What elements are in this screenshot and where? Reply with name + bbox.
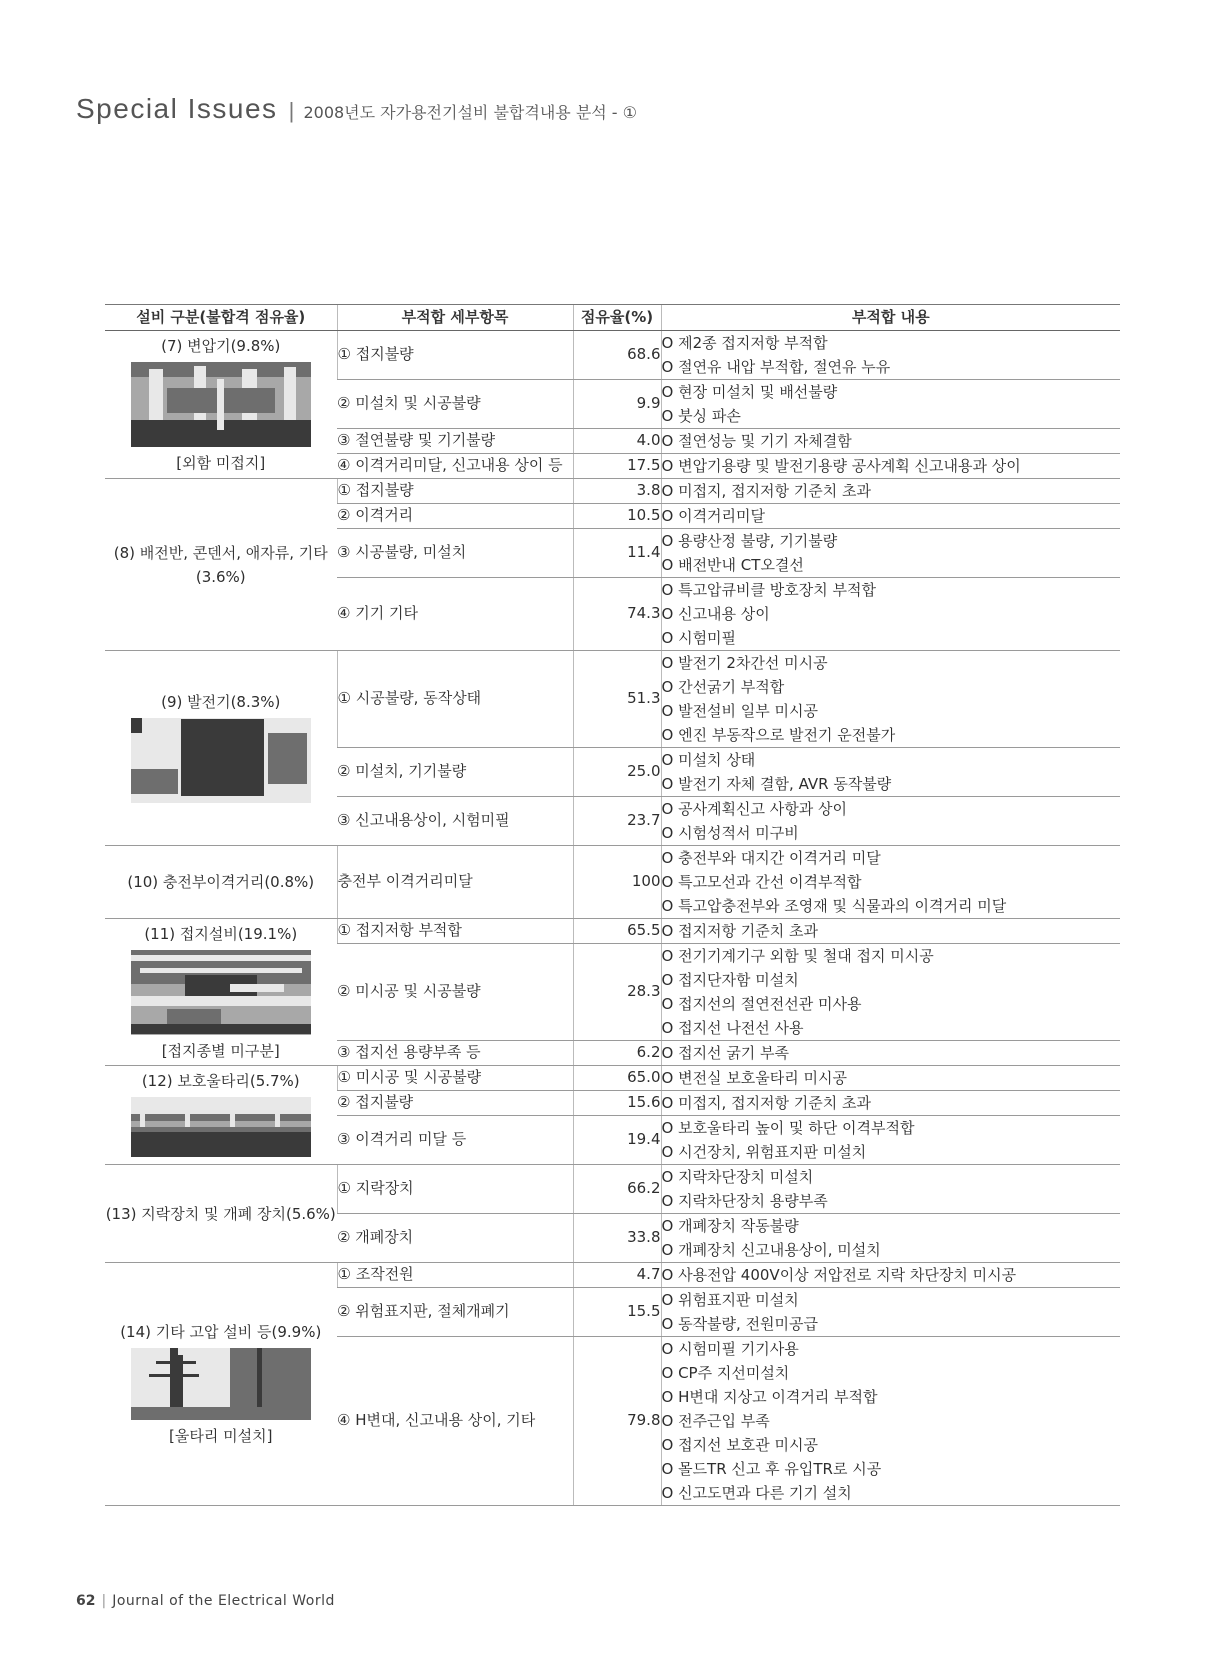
- share-value: 4.0: [636, 431, 661, 450]
- page-footer: [76, 1593, 335, 1609]
- nonconformity-content-cell: [661, 479, 1120, 504]
- detail-item-label: ② 접지불량: [337, 1093, 414, 1112]
- journal-name: Journal of the Electrical World: [112, 1593, 335, 1609]
- detail-item-label: ④ 이격거리미달, 신고내용 상이 등: [337, 456, 563, 475]
- share-cell: [573, 504, 661, 529]
- share-cell: [573, 1263, 661, 1288]
- share-value: 19.4: [627, 1130, 661, 1149]
- content-line: O 접지선의 절연전선관 미사용: [661, 995, 862, 1013]
- share-cell: [573, 1041, 661, 1066]
- category-cell: [105, 846, 337, 919]
- detail-item-cell: [337, 748, 573, 797]
- share-cell: [573, 748, 661, 797]
- detail-item-cell: [337, 1116, 573, 1165]
- detail-item-label: ① 시공불량, 동작상태: [337, 689, 482, 708]
- share-value: 28.3: [627, 982, 661, 1001]
- content-line: O 보호울타리 높이 및 하단 이격부적합: [661, 1119, 915, 1137]
- share-value: 100: [631, 872, 661, 891]
- content-line: O 시건장치, 위험표지판 미설치: [661, 1143, 867, 1161]
- share-cell: [573, 454, 661, 479]
- content-line: O 발전설비 일부 미시공: [661, 702, 819, 720]
- category-cell: [105, 1066, 337, 1165]
- content-line: O 접지저항 기준치 초과: [661, 922, 819, 940]
- detail-item-label: ③ 절연불량 및 기기불량: [337, 431, 496, 450]
- table-row: [105, 1165, 1120, 1214]
- share-cell: [573, 1116, 661, 1165]
- share-cell: [573, 529, 661, 578]
- nonconformity-content-cell: [661, 1116, 1120, 1165]
- nonconformity-content-cell: [661, 578, 1120, 651]
- detail-item-cell: [337, 454, 573, 479]
- content-line: O 붓싱 파손: [661, 407, 741, 425]
- detail-item-cell: [337, 1337, 573, 1506]
- column-header-content: 부적합 내용: [661, 305, 1120, 331]
- category-label: (13) 지락장치 및 개폐 장치(5.6%): [105, 1204, 336, 1223]
- nonconformity-content-cell: [661, 429, 1120, 454]
- nonconformity-content-cell: [661, 454, 1120, 479]
- column-header-item: 부적합 세부항목: [337, 305, 573, 331]
- nonconformity-content-cell: [661, 380, 1120, 429]
- share-cell: [573, 380, 661, 429]
- share-value: 66.2: [627, 1179, 661, 1198]
- column-header-share: 점유율(%): [573, 305, 661, 331]
- table-row: [105, 331, 1120, 380]
- table-row: [105, 1263, 1120, 1288]
- share-cell: [573, 1091, 661, 1116]
- content-line: O 발전기 자체 결함, AVR 동작불량: [661, 775, 892, 793]
- detail-item-cell: [337, 429, 573, 454]
- share-value: 15.6: [627, 1093, 661, 1112]
- category-label: (8) 배전반, 콘덴서, 애자류, 기타(3.6%): [113, 543, 328, 586]
- content-line: O 개폐장치 신고내용상이, 미설치: [661, 1241, 881, 1259]
- share-value: 3.8: [636, 481, 661, 500]
- content-line: O 개폐장치 작동불량: [661, 1217, 799, 1235]
- content-line: O 변압기용량 및 발전기용량 공사계획 신고내용과 상이: [661, 457, 1021, 475]
- nonconformity-content-cell: [661, 651, 1120, 748]
- content-line: O 절연유 내압 부적합, 절연유 누유: [661, 358, 891, 376]
- page-header: [76, 93, 637, 125]
- content-line: O 시험성적서 미구비: [661, 824, 799, 842]
- footer-separator: |: [101, 1593, 107, 1609]
- nonconformity-content-cell: [661, 1066, 1120, 1091]
- category-cell: [105, 1165, 337, 1263]
- nonconformity-content-cell: [661, 1041, 1120, 1066]
- share-value: 33.8: [627, 1228, 661, 1247]
- category-label: (9) 발전기(8.3%): [161, 692, 281, 711]
- detail-item-label: ① 접지불량: [337, 481, 414, 500]
- share-cell: [573, 1288, 661, 1337]
- detail-item-label: ② 위험표지판, 절체개폐기: [337, 1302, 510, 1321]
- content-line: O 위험표지판 미설치: [661, 1291, 799, 1309]
- share-value: 15.5: [627, 1302, 661, 1321]
- content-line: O 미접지, 접지저항 기준치 초과: [661, 1094, 872, 1112]
- detail-item-cell: [337, 1066, 573, 1091]
- section-brand: Special Issues: [76, 93, 278, 124]
- share-cell: [573, 578, 661, 651]
- detail-item-label: ③ 시공불량, 미설치: [337, 543, 467, 562]
- share-cell: [573, 1066, 661, 1091]
- detail-item-cell: [337, 479, 573, 504]
- nonconformity-content-cell: [661, 504, 1120, 529]
- content-line: O 제2종 접지저항 부적합: [661, 334, 828, 352]
- content-line: O 접지단자함 미설치: [661, 971, 799, 989]
- share-value: 6.2: [636, 1043, 661, 1062]
- share-cell: [573, 919, 661, 944]
- content-line: O 지락차단장치 용량부족: [661, 1192, 828, 1210]
- nonconformity-table: [105, 304, 1120, 1506]
- content-line: O 엔진 부동작으로 발전기 운전불가: [661, 726, 896, 744]
- share-cell: [573, 651, 661, 748]
- equipment-photo: [131, 362, 311, 447]
- category-label: (12) 보호울타리(5.7%): [141, 1072, 300, 1090]
- detail-item-label: ④ 기기 기타: [337, 604, 418, 623]
- article-subtitle: 2008년도 자가용전기설비 불합격내용 분석 - ①: [303, 103, 638, 122]
- nonconformity-content-cell: [661, 919, 1120, 944]
- detail-item-label: ④ H변대, 신고내용 상이, 기타: [337, 1411, 536, 1430]
- equipment-photo: [131, 1348, 311, 1420]
- share-value: 23.7: [627, 811, 661, 830]
- share-cell: [573, 429, 661, 454]
- content-line: O 지락차단장치 미설치: [661, 1168, 814, 1186]
- detail-item-label: 충전부 이격거리미달: [337, 872, 473, 891]
- share-cell: [573, 1165, 661, 1214]
- table-body: [105, 331, 1120, 1506]
- table-row: [105, 919, 1120, 944]
- detail-item-cell: [337, 1214, 573, 1263]
- header-separator: |: [288, 98, 295, 123]
- nonconformity-content-cell: [661, 846, 1120, 919]
- nonconformity-content-cell: [661, 1091, 1120, 1116]
- content-line: O 접지선 나전선 사용: [661, 1019, 804, 1037]
- category-cell: [105, 651, 337, 846]
- detail-item-label: ② 미시공 및 시공불량: [337, 982, 481, 1001]
- detail-item-cell: [337, 944, 573, 1041]
- share-value: 68.6: [627, 345, 661, 364]
- detail-item-label: ② 미설치, 기기불량: [337, 762, 467, 781]
- detail-item-cell: [337, 529, 573, 578]
- share-value: 65.5: [627, 921, 661, 940]
- table-row: [105, 651, 1120, 748]
- share-cell: [573, 331, 661, 380]
- share-value: 10.5: [627, 506, 661, 525]
- category-cell: [105, 479, 337, 651]
- detail-item-cell: [337, 380, 573, 429]
- nonconformity-content-cell: [661, 1288, 1120, 1337]
- content-line: O 현장 미설치 및 배선불량: [661, 383, 838, 401]
- content-line: O 신고도면과 다른 기기 설치: [661, 1484, 852, 1502]
- share-cell: [573, 1337, 661, 1506]
- detail-item-label: ② 이격거리: [337, 506, 414, 525]
- content-line: O 배전반내 CT오결선: [661, 556, 804, 574]
- content-line: O 접지선 굵기 부족: [661, 1044, 790, 1062]
- content-line: O 충전부와 대지간 이격거리 미달: [661, 849, 881, 867]
- share-cell: [573, 846, 661, 919]
- content-line: O 전기기계기구 외함 및 철대 접지 미시공: [661, 947, 934, 965]
- share-value: 51.3: [627, 689, 661, 708]
- content-line: O 접지선 보호관 미시공: [661, 1436, 819, 1454]
- photo-caption: [울타리 미설치]: [169, 1427, 273, 1445]
- share-value: 4.7: [636, 1265, 661, 1284]
- detail-item-cell: [337, 1288, 573, 1337]
- share-value: 11.4: [627, 543, 661, 562]
- nonconformity-content-cell: [661, 748, 1120, 797]
- detail-item-cell: [337, 797, 573, 846]
- detail-item-cell: [337, 504, 573, 529]
- detail-item-label: ① 지락장치: [337, 1179, 414, 1198]
- category-label: (11) 접지설비(19.1%): [144, 924, 298, 943]
- content-line: O 용량산정 불량, 기기불량: [661, 532, 838, 550]
- content-line: O 간선굵기 부적합: [661, 678, 785, 696]
- detail-item-cell: [337, 1165, 573, 1214]
- share-value: 9.9: [636, 394, 661, 413]
- detail-item-label: ① 접지저항 부적합: [337, 921, 462, 940]
- content-line: O 특고모선과 간선 이격부적합: [661, 873, 862, 891]
- content-line: O 특고압큐비클 방호장치 부적합: [661, 581, 876, 599]
- category-label: (7) 변압기(9.8%): [161, 337, 281, 355]
- category-cell: [105, 331, 337, 479]
- content-line: O 미접지, 접지저항 기준치 초과: [661, 482, 872, 500]
- photo-caption: [외함 미접지]: [176, 454, 266, 472]
- content-line: O 시험미필: [661, 629, 737, 647]
- content-line: O 공사계획신고 사항과 상이: [661, 800, 848, 818]
- nonconformity-content-cell: [661, 1165, 1120, 1214]
- nonconformity-content-cell: [661, 331, 1120, 380]
- category-cell: [105, 1263, 337, 1506]
- detail-item-label: ③ 접지선 용량부족 등: [337, 1043, 481, 1062]
- table-header-row: [105, 305, 1120, 331]
- detail-item-cell: [337, 331, 573, 380]
- page-number: 62: [76, 1593, 96, 1609]
- category-label: (14) 기타 고압 설비 등(9.9%): [120, 1323, 322, 1341]
- content-line: O 동작불량, 전원미공급: [661, 1315, 819, 1333]
- share-value: 65.0: [627, 1068, 661, 1087]
- table-row: [105, 1066, 1120, 1091]
- content-line: O 발전기 2차간선 미시공: [661, 654, 828, 672]
- detail-item-cell: [337, 578, 573, 651]
- content-line: O 전주근입 부족: [661, 1412, 770, 1430]
- detail-item-label: ③ 이격거리 미달 등: [337, 1130, 467, 1149]
- detail-item-cell: [337, 1263, 573, 1288]
- column-header-category: 설비 구분(불합격 점유율): [105, 305, 337, 331]
- table-row: [105, 846, 1120, 919]
- share-value: 79.8: [627, 1411, 661, 1430]
- category-cell: [105, 919, 337, 1066]
- nonconformity-content-cell: [661, 1337, 1120, 1506]
- nonconformity-content-cell: [661, 1263, 1120, 1288]
- share-value: 25.0: [627, 762, 661, 781]
- share-cell: [573, 479, 661, 504]
- nonconformity-content-cell: [661, 944, 1120, 1041]
- content-line: O 이격거리미달: [661, 507, 766, 525]
- content-line: O 사용전압 400V이상 저압전로 지락 차단장치 미시공: [661, 1266, 1017, 1284]
- nonconformity-content-cell: [661, 1214, 1120, 1263]
- content-line: O CP주 지선미설치: [661, 1364, 790, 1382]
- content-line: O H변대 지상고 이격거리 부적합: [661, 1388, 878, 1406]
- detail-item-label: ① 미시공 및 시공불량: [337, 1068, 482, 1087]
- share-cell: [573, 944, 661, 1041]
- photo-caption: [접지종별 미구분]: [161, 1041, 280, 1060]
- nonconformity-content-cell: [661, 797, 1120, 846]
- equipment-photo: [131, 950, 311, 1035]
- share-cell: [573, 1214, 661, 1263]
- detail-item-cell: [337, 1091, 573, 1116]
- table-row: [105, 479, 1120, 504]
- content-line: O 변전실 보호울타리 미시공: [661, 1069, 848, 1087]
- detail-item-cell: [337, 919, 573, 944]
- share-value: 74.3: [627, 604, 661, 623]
- content-line: O 몰드TR 신고 후 유입TR로 시공: [661, 1460, 882, 1478]
- detail-item-label: ② 미설치 및 시공불량: [337, 394, 481, 413]
- detail-item-cell: [337, 846, 573, 919]
- nonconformity-content-cell: [661, 529, 1120, 578]
- share-value: 17.5: [627, 456, 661, 475]
- content-line: O 시험미필 기기사용: [661, 1340, 799, 1358]
- detail-item-cell: [337, 1041, 573, 1066]
- equipment-photo: [131, 718, 311, 803]
- detail-item-label: ① 접지불량: [337, 345, 414, 364]
- category-label: (10) 충전부이격거리(0.8%): [127, 873, 315, 891]
- share-cell: [573, 797, 661, 846]
- detail-item-cell: [337, 651, 573, 748]
- detail-item-label: ③ 신고내용상이, 시험미필: [337, 811, 510, 830]
- content-line: O 미설치 상태: [661, 751, 756, 769]
- detail-item-label: ② 개폐장치: [337, 1228, 414, 1247]
- detail-item-label: ① 조작전원: [337, 1265, 414, 1284]
- content-line: O 신고내용 상이: [661, 605, 770, 623]
- equipment-photo: [131, 1097, 311, 1157]
- content-line: O 특고압충전부와 조영재 및 식물과의 이격거리 미달: [661, 897, 1007, 915]
- content-line: O 절연성능 및 기기 자체결함: [661, 432, 852, 450]
